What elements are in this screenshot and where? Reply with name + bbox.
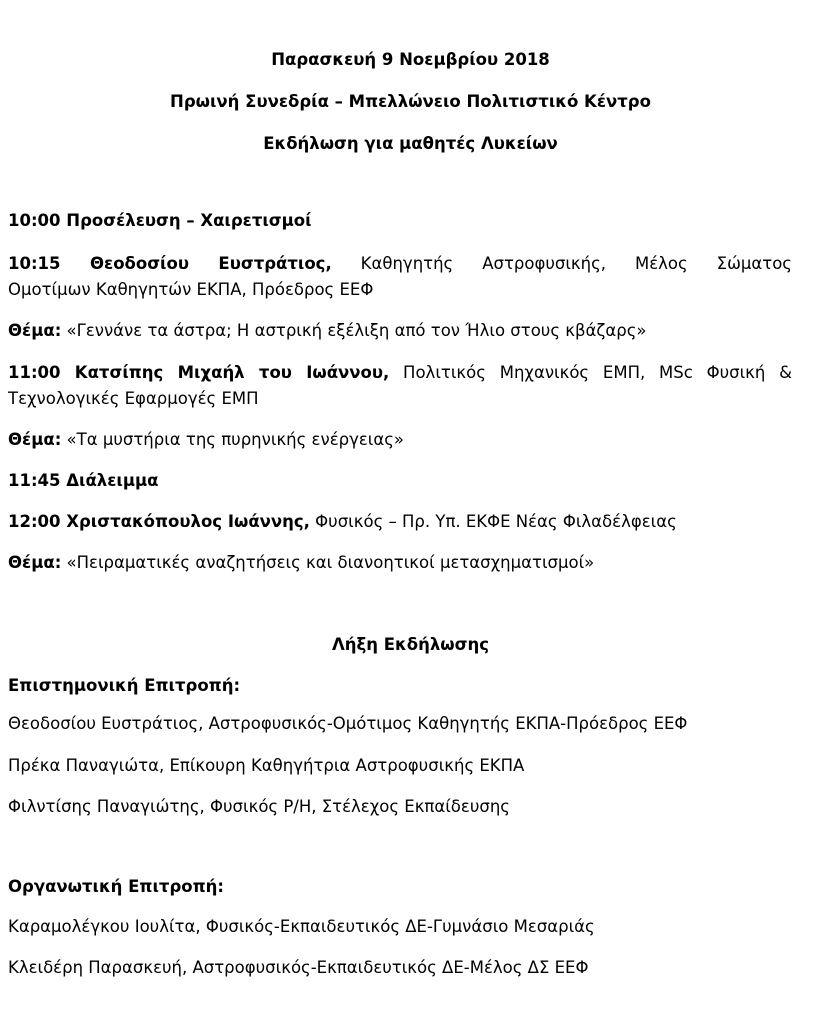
organizing-member: Καραμολέγκου Ιουλίτα, Φυσικός-Εκπαιδευτικός ΔΕ-Γυμνάσιο Μεσαριάς [8,917,595,936]
talk3-topic-label: Θέμα: [8,553,62,572]
talk1-topic [8,321,647,341]
scientific-member: Πρέκα Παναγιώτα, Επίκουρη Καθηγήτρια Αστροφυσικής ΕΚΠΑ [8,756,525,775]
talk2-affiliation-line2: Τεχνολογικές Εφαρμογές ΕΜΠ [8,389,259,408]
scientific-member: Θεοδοσίου Ευστράτιος, Αστροφυσικός-Ομότιμος Καθηγητής ΕΚΠΑ-Πρόεδρος ΕΕΦ [8,714,688,733]
talk2-affiliation-line1: Πολιτικός Μηχανικός ΕΜΠ, MSc Φυσική & [389,363,793,382]
program-arrival: 10:00 Προσέλευση – Χαιρετισμοί [8,211,312,230]
scientific-member: Φιλντίσης Παναγιώτης, Φυσικός Ρ/Η, Στέλεχος Εκπαίδευσης [8,797,510,816]
talk2-topic-text: «Τα μυστήρια της πυρηνικής ενέργειας» [61,430,405,449]
talk2-topic-label: Θέμα: [8,430,62,449]
program-break: 11:45 Διάλειμμα [8,471,159,490]
talk1-topic-label: Θέμα: [8,321,62,340]
audience-title: Εκδήλωση για μαθητές Λυκείων [263,134,558,153]
talk3-affiliation: Φυσικός – Πρ. Υπ. ΕΚΦΕ Νέας Φιλαδέλφειας [309,512,677,531]
talk3-line1 [8,512,677,532]
talk1-line1 [8,254,792,274]
organizing-member: Κλειδέρη Παρασκευή, Αστροφυσικός-Εκπαιδευτικός ΔΕ-Μέλος ΔΣ ΕΕΦ [8,958,589,977]
event-date: Παρασκευή 9 Νοεμβρίου 2018 [271,50,550,69]
session-title: Πρωινή Συνεδρία – Μπελλώνειο Πολιτιστικό Κέντρο [170,92,651,111]
talk3-topic-text: «Πειραματικές αναζητήσεις και διανοητικοί μετασχηματισμοί» [61,553,595,572]
talk2-topic [8,430,404,450]
scientific-committee-title: Επιστημονική Επιτροπή: [8,676,241,695]
talk2-time-speaker: 11:00 Κατσίπης Μιχαήλ του Ιωάννου, [8,363,390,382]
talk1-time-speaker: 10:15 Θεοδοσίου Ευστράτιος, [8,254,332,273]
talk2-line1 [8,363,792,383]
talk3-topic [8,553,594,573]
talk1-affiliation-line2: Ομοτίμων Καθηγητών ΕΚΠΑ, Πρόεδρος ΕΕΦ [8,280,374,299]
event-closing: Λήξη Εκδήλωσης [332,635,489,654]
organizing-committee-title: Οργανωτική Επιτροπή: [8,877,224,896]
talk3-time-speaker: 12:00 Χριστακόπουλος Ιωάννης, [8,512,310,531]
talk1-affiliation-line1: Καθηγητής Αστροφυσικής, Μέλος Σώματος [331,254,792,273]
talk1-topic-text: «Γεννάνε τα άστρα; Η αστρική εξέλιξη από τον Ήλιο στους κβάζαρς» [61,321,647,340]
